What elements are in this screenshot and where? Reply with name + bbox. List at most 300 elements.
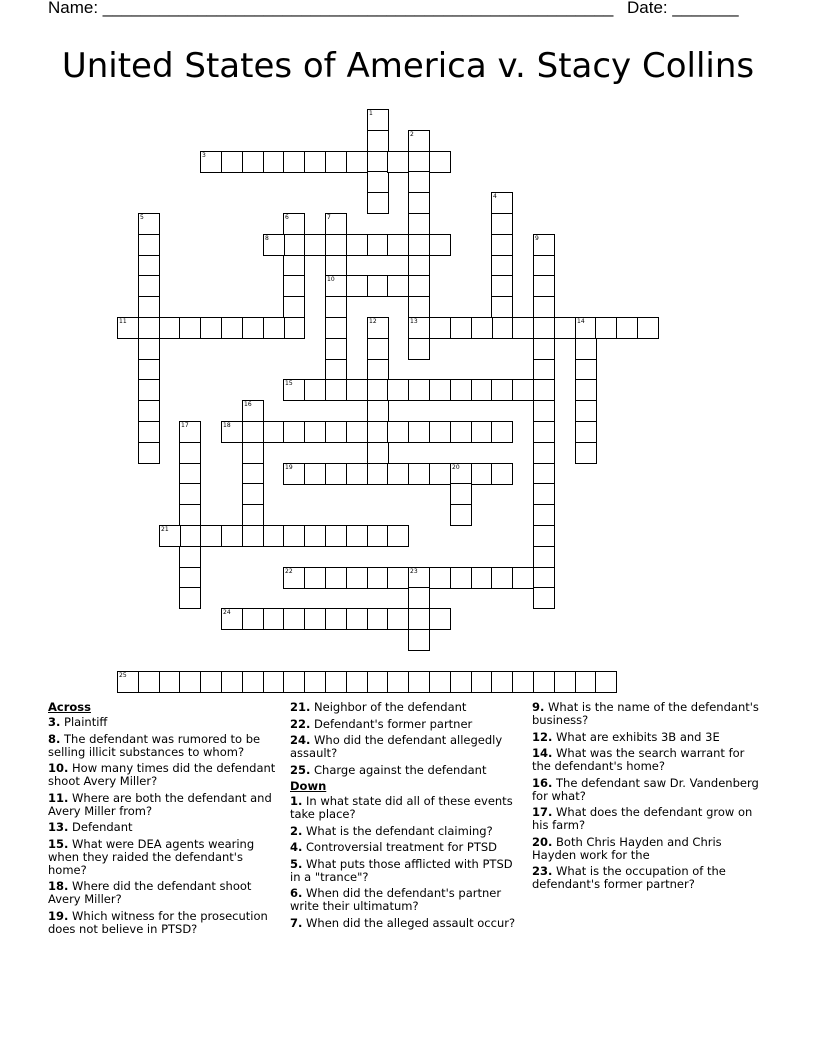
- grid-cell[interactable]: [263, 151, 285, 173]
- grid-cell[interactable]: [283, 213, 305, 235]
- grid-cell[interactable]: [387, 671, 409, 693]
- grid-cell[interactable]: [491, 317, 513, 339]
- grid-cell[interactable]: [367, 379, 389, 401]
- grid-cell[interactable]: [429, 608, 451, 630]
- grid-cell[interactable]: [491, 275, 513, 297]
- grid-cell[interactable]: [242, 463, 264, 485]
- grid-cell[interactable]: [367, 192, 389, 214]
- grid-cell[interactable]: [387, 275, 409, 297]
- grid-cell[interactable]: [283, 275, 305, 297]
- grid-cell[interactable]: [387, 234, 409, 256]
- grid-cell[interactable]: [138, 317, 160, 339]
- grid-cell[interactable]: [595, 671, 617, 693]
- grid-cell[interactable]: [263, 421, 285, 443]
- clue-text: What does the defendant grow on his farm?: [532, 805, 753, 832]
- grid-cell[interactable]: [450, 379, 472, 401]
- clue-label: 17.: [532, 805, 553, 819]
- grid-cell[interactable]: [221, 608, 243, 630]
- grid-cell[interactable]: [533, 442, 555, 464]
- grid-cell[interactable]: [367, 338, 389, 360]
- grid-cell[interactable]: [429, 151, 451, 173]
- grid-cell[interactable]: [263, 234, 285, 256]
- grid-cell[interactable]: [575, 317, 597, 339]
- grid-cell[interactable]: [367, 671, 389, 693]
- grid-cell[interactable]: [367, 234, 389, 256]
- grid-cell[interactable]: [179, 442, 201, 464]
- clue-text: Both Chris Hayden and Chris Hayden work for the: [532, 834, 722, 862]
- grid-cell[interactable]: [179, 567, 201, 589]
- grid-cell[interactable]: [471, 567, 493, 589]
- clue-text: How many times did the defendant shoot Avery Miller?: [48, 761, 276, 788]
- grid-cell[interactable]: [533, 587, 555, 609]
- down-clue: [532, 836, 764, 862]
- grid-cell[interactable]: [138, 442, 160, 464]
- grid-cell[interactable]: [387, 151, 409, 173]
- grid-cell[interactable]: [595, 317, 617, 339]
- clue-text: Plaintiff: [64, 715, 108, 729]
- grid-cell[interactable]: [283, 463, 305, 485]
- down-clue: [290, 841, 524, 854]
- grid-cell[interactable]: [346, 234, 368, 256]
- grid-cell[interactable]: [533, 546, 555, 568]
- grid-cell[interactable]: [325, 213, 347, 235]
- grid-cell[interactable]: [221, 317, 243, 339]
- clue-number: 22: [285, 568, 293, 575]
- grid-cell[interactable]: [408, 151, 430, 173]
- grid-cell[interactable]: [533, 338, 555, 360]
- grid-cell[interactable]: [283, 379, 305, 401]
- grid-cell[interactable]: [408, 567, 430, 589]
- grid-cell[interactable]: [575, 442, 597, 464]
- grid-cell[interactable]: [242, 151, 264, 173]
- grid-cell[interactable]: [408, 587, 430, 609]
- grid-cell[interactable]: [408, 255, 430, 277]
- grid-cell[interactable]: [346, 463, 368, 485]
- grid-cell[interactable]: [575, 338, 597, 360]
- grid-cell[interactable]: [367, 109, 389, 131]
- grid-cell[interactable]: [491, 234, 513, 256]
- grid-cell[interactable]: [408, 338, 430, 360]
- grid-cell[interactable]: [138, 255, 160, 277]
- grid-cell[interactable]: [533, 234, 555, 256]
- clue-text: Who did the defendant allegedly assault?: [290, 733, 503, 760]
- grid-cell[interactable]: [491, 421, 513, 443]
- clue-text: What puts those afflicted with PTSD in a "trance"?: [290, 856, 513, 884]
- clue-number: 8: [265, 235, 269, 242]
- grid-cell[interactable]: [491, 255, 513, 277]
- grid-cell[interactable]: [179, 671, 201, 693]
- grid-cell[interactable]: [491, 379, 513, 401]
- grid-cell[interactable]: [283, 421, 305, 443]
- down-clue: [532, 747, 764, 773]
- clue-label: 8.: [48, 731, 61, 746]
- grid-cell[interactable]: [450, 463, 472, 485]
- grid-cell[interactable]: [450, 483, 472, 505]
- grid-cell[interactable]: [429, 567, 451, 589]
- grid-cell[interactable]: [491, 463, 513, 485]
- grid-cell[interactable]: [138, 671, 160, 693]
- grid-cell[interactable]: [283, 671, 305, 693]
- grid-cell[interactable]: [242, 317, 264, 339]
- across-clue: [48, 733, 280, 759]
- clue-label: 25.: [290, 762, 311, 777]
- grid-cell[interactable]: [138, 296, 160, 318]
- clue-text: Where did the defendant shoot Avery Miller?: [48, 879, 252, 906]
- clue-number: 18: [223, 422, 231, 429]
- grid-cell[interactable]: [367, 442, 389, 464]
- grid-cell[interactable]: [138, 379, 160, 401]
- grid-cell[interactable]: [408, 130, 430, 152]
- grid-cell[interactable]: [117, 671, 139, 693]
- grid-cell[interactable]: [533, 567, 555, 589]
- down-clue: [532, 701, 764, 727]
- grid-cell[interactable]: [554, 317, 576, 339]
- grid-cell[interactable]: [221, 525, 243, 547]
- grid-cell[interactable]: [283, 317, 305, 339]
- grid-cell[interactable]: [367, 463, 389, 485]
- down-clue: [290, 825, 524, 838]
- grid-cell[interactable]: [346, 379, 368, 401]
- grid-cell[interactable]: [450, 421, 472, 443]
- clue-label: 5.: [290, 856, 303, 871]
- across-clue: [48, 910, 280, 936]
- grid-cell[interactable]: [242, 608, 264, 630]
- grid-cell[interactable]: [138, 400, 160, 422]
- clue-number: 23: [410, 568, 418, 575]
- grid-cell[interactable]: [325, 317, 347, 339]
- grid-cell[interactable]: [533, 421, 555, 443]
- grid-cell[interactable]: [242, 504, 264, 526]
- grid-cell[interactable]: [533, 296, 555, 318]
- clue-text: What was the search warrant for the defendant's home?: [532, 746, 745, 773]
- grid-cell[interactable]: [200, 671, 222, 693]
- grid-cell[interactable]: [471, 463, 493, 485]
- clue-text: In what state did all of these events take place?: [290, 794, 513, 821]
- grid-cell[interactable]: [575, 400, 597, 422]
- grid-cell[interactable]: [242, 525, 264, 547]
- grid-cell[interactable]: [346, 567, 368, 589]
- grid-cell[interactable]: [533, 359, 555, 381]
- grid-cell[interactable]: [263, 525, 285, 547]
- clue-label: 9.: [532, 700, 545, 714]
- grid-cell[interactable]: [242, 671, 264, 693]
- grid-cell[interactable]: [138, 359, 160, 381]
- grid-cell[interactable]: [367, 525, 389, 547]
- clue-number: 19: [285, 464, 293, 471]
- grid-cell[interactable]: [491, 671, 513, 693]
- grid-cell[interactable]: [533, 525, 555, 547]
- grid-cell[interactable]: [408, 463, 430, 485]
- grid-cell[interactable]: [408, 192, 430, 214]
- clue-text: Defendant: [72, 820, 133, 834]
- clue-label: 23.: [532, 864, 553, 878]
- clue-text: Charge against the defendant: [314, 762, 487, 777]
- name-field-label: Name: ______________________________________________________: [48, 0, 614, 17]
- grid-cell[interactable]: [429, 234, 451, 256]
- grid-cell[interactable]: [138, 421, 160, 443]
- grid-cell[interactable]: [491, 296, 513, 318]
- clue-label: 13.: [48, 820, 69, 834]
- grid-cell[interactable]: [346, 608, 368, 630]
- grid-cell[interactable]: [533, 400, 555, 422]
- clue-text: What is the name of the defendant's business?: [532, 700, 759, 727]
- grid-cell[interactable]: [179, 546, 201, 568]
- grid-cell[interactable]: [408, 629, 430, 651]
- clue-number: 25: [119, 672, 127, 679]
- grid-cell[interactable]: [471, 421, 493, 443]
- grid-cell[interactable]: [304, 234, 326, 256]
- grid-cell[interactable]: [512, 567, 534, 589]
- grid-cell[interactable]: [533, 463, 555, 485]
- clue-number: 1: [369, 110, 373, 117]
- down-clue: [532, 731, 764, 744]
- grid-cell[interactable]: [408, 379, 430, 401]
- grid-cell[interactable]: [429, 421, 451, 443]
- grid-cell[interactable]: [471, 379, 493, 401]
- clue-text: The defendant was rumored to be selling illicit substances to whom?: [48, 731, 261, 759]
- clue-text: What is the defendant claiming?: [306, 823, 493, 838]
- clue-label: 1.: [290, 794, 303, 808]
- grid-cell[interactable]: [367, 359, 389, 381]
- clue-number: 5: [140, 214, 144, 221]
- grid-cell[interactable]: [387, 421, 409, 443]
- grid-cell[interactable]: [408, 296, 430, 318]
- clue-label: 19.: [48, 908, 69, 923]
- grid-cell[interactable]: [283, 296, 305, 318]
- grid-cell[interactable]: [263, 608, 285, 630]
- grid-cell[interactable]: [283, 234, 305, 256]
- grid-cell[interactable]: [429, 379, 451, 401]
- clue-number: 21: [161, 526, 169, 533]
- grid-cell[interactable]: [117, 317, 139, 339]
- across-clue: [48, 821, 280, 834]
- grid-cell[interactable]: [450, 317, 472, 339]
- grid-cell[interactable]: [263, 317, 285, 339]
- grid-cell[interactable]: [387, 379, 409, 401]
- grid-cell[interactable]: [159, 525, 181, 547]
- grid-cell[interactable]: [491, 567, 513, 589]
- grid-cell[interactable]: [200, 525, 222, 547]
- grid-cell[interactable]: [408, 275, 430, 297]
- grid-cell[interactable]: [325, 379, 347, 401]
- grid-cell[interactable]: [367, 421, 389, 443]
- grid-cell[interactable]: [325, 421, 347, 443]
- grid-cell[interactable]: [159, 317, 181, 339]
- grid-cell[interactable]: [325, 671, 347, 693]
- clue-text: When did the defendant's partner write their ultimatum?: [290, 886, 502, 913]
- grid-cell[interactable]: [304, 421, 326, 443]
- grid-cell[interactable]: [138, 275, 160, 297]
- grid-cell[interactable]: [304, 379, 326, 401]
- grid-cell[interactable]: [138, 338, 160, 360]
- grid-cell[interactable]: [325, 255, 347, 277]
- clue-label: 15.: [48, 836, 69, 851]
- grid-cell[interactable]: [512, 317, 534, 339]
- grid-cell[interactable]: [408, 234, 430, 256]
- grid-cell[interactable]: [221, 671, 243, 693]
- clue-number: 24: [223, 609, 231, 616]
- grid-cell[interactable]: [325, 234, 347, 256]
- grid-cell[interactable]: [159, 671, 181, 693]
- clue-number: 7: [327, 214, 331, 221]
- clue-text: Where are both the defendant and Avery Miller from?: [48, 790, 272, 818]
- grid-cell[interactable]: [429, 463, 451, 485]
- grid-cell[interactable]: [179, 421, 201, 443]
- clue-number: 4: [493, 193, 497, 200]
- grid-cell[interactable]: [304, 151, 326, 173]
- grid-cell[interactable]: [346, 525, 368, 547]
- grid-cell[interactable]: [367, 171, 389, 193]
- clue-label: 7.: [290, 915, 303, 930]
- down-clue: [532, 806, 764, 832]
- grid-cell[interactable]: [575, 359, 597, 381]
- grid-cell[interactable]: [387, 608, 409, 630]
- across-clue: [48, 880, 280, 906]
- down-clue: [290, 795, 524, 821]
- down-clue: [290, 887, 524, 913]
- grid-cell[interactable]: [533, 504, 555, 526]
- grid-cell[interactable]: [533, 379, 555, 401]
- clue-text: Defendant's former partner: [314, 716, 473, 731]
- grid-cell[interactable]: [283, 525, 305, 547]
- grid-cell[interactable]: [491, 192, 513, 214]
- grid-cell[interactable]: [283, 608, 305, 630]
- grid-cell[interactable]: [471, 671, 493, 693]
- grid-cell[interactable]: [179, 483, 201, 505]
- grid-cell[interactable]: [367, 275, 389, 297]
- grid-cell[interactable]: [575, 671, 597, 693]
- clue-number: 13: [410, 318, 418, 325]
- grid-cell[interactable]: [263, 671, 285, 693]
- grid-cell[interactable]: [179, 463, 201, 485]
- clue-label: 12.: [532, 729, 553, 744]
- down-clue: [290, 917, 524, 930]
- grid-cell[interactable]: [408, 171, 430, 193]
- across-clue: [290, 701, 524, 714]
- grid-cell[interactable]: [387, 525, 409, 547]
- grid-cell[interactable]: [367, 317, 389, 339]
- grid-cell[interactable]: [616, 317, 638, 339]
- grid-cell[interactable]: [429, 671, 451, 693]
- clue-number: 20: [452, 464, 460, 471]
- clue-label: 21.: [290, 700, 311, 714]
- grid-cell[interactable]: [346, 671, 368, 693]
- grid-cell[interactable]: [408, 671, 430, 693]
- grid-cell[interactable]: [408, 213, 430, 235]
- grid-cell[interactable]: [533, 483, 555, 505]
- grid-cell[interactable]: [138, 234, 160, 256]
- grid-cell[interactable]: [367, 608, 389, 630]
- grid-cell[interactable]: [242, 400, 264, 422]
- clue-text: What are exhibits 3B and 3E: [556, 729, 720, 744]
- grid-cell[interactable]: [325, 525, 347, 547]
- grid-cell[interactable]: [554, 671, 576, 693]
- grid-cell[interactable]: [325, 151, 347, 173]
- across-clue: [290, 718, 524, 731]
- grid-cell[interactable]: [346, 275, 368, 297]
- clue-number: 17: [181, 422, 189, 429]
- grid-cell[interactable]: [367, 130, 389, 152]
- grid-cell[interactable]: [450, 671, 472, 693]
- grid-cell[interactable]: [242, 442, 264, 464]
- grid-cell[interactable]: [200, 151, 222, 173]
- grid-cell[interactable]: [325, 275, 347, 297]
- grid-cell[interactable]: [512, 379, 534, 401]
- clues-column-1: [48, 701, 280, 939]
- grid-cell[interactable]: [304, 567, 326, 589]
- grid-cell[interactable]: [387, 463, 409, 485]
- clue-number: 14: [577, 318, 585, 325]
- clue-number: 15: [285, 380, 293, 387]
- grid-cell[interactable]: [304, 608, 326, 630]
- grid-cell[interactable]: [637, 317, 659, 339]
- clue-number: 11: [119, 318, 127, 325]
- grid-cell[interactable]: [179, 587, 201, 609]
- grid-cell[interactable]: [179, 317, 201, 339]
- down-clue: [532, 777, 764, 803]
- grid-cell[interactable]: [221, 151, 243, 173]
- grid-cell[interactable]: [325, 296, 347, 318]
- across-clue: [48, 838, 280, 877]
- grid-cell[interactable]: [471, 317, 493, 339]
- grid-cell[interactable]: [491, 213, 513, 235]
- grid-cell[interactable]: [325, 338, 347, 360]
- grid-cell[interactable]: [533, 317, 555, 339]
- grid-cell[interactable]: [325, 567, 347, 589]
- grid-cell[interactable]: [575, 421, 597, 443]
- down-clue: [532, 865, 764, 891]
- grid-cell[interactable]: [408, 317, 430, 339]
- grid-cell[interactable]: [304, 525, 326, 547]
- grid-cell[interactable]: [200, 317, 222, 339]
- grid-cell[interactable]: [138, 213, 160, 235]
- grid-cell[interactable]: [533, 255, 555, 277]
- grid-cell[interactable]: [408, 608, 430, 630]
- grid-cell[interactable]: [325, 359, 347, 381]
- grid-cell[interactable]: [575, 379, 597, 401]
- grid-cell[interactable]: [533, 275, 555, 297]
- grid-cell[interactable]: [179, 504, 201, 526]
- clue-number: 2: [410, 131, 414, 138]
- grid-cell[interactable]: [367, 151, 389, 173]
- grid-cell[interactable]: [429, 317, 451, 339]
- grid-cell[interactable]: [367, 567, 389, 589]
- grid-cell[interactable]: [283, 255, 305, 277]
- grid-cell[interactable]: [450, 567, 472, 589]
- grid-cell[interactable]: [367, 400, 389, 422]
- grid-cell[interactable]: [512, 671, 534, 693]
- clue-label: 11.: [48, 790, 69, 805]
- grid-cell[interactable]: [325, 463, 347, 485]
- grid-cell[interactable]: [387, 567, 409, 589]
- grid-cell[interactable]: [179, 525, 201, 547]
- grid-cell[interactable]: [346, 151, 368, 173]
- clue-number: 16: [244, 401, 252, 408]
- grid-cell[interactable]: [450, 504, 472, 526]
- clue-label: 14.: [532, 746, 553, 760]
- grid-cell[interactable]: [304, 671, 326, 693]
- grid-cell[interactable]: [242, 421, 264, 443]
- grid-cell[interactable]: [408, 421, 430, 443]
- grid-cell[interactable]: [283, 567, 305, 589]
- grid-cell[interactable]: [304, 463, 326, 485]
- grid-cell[interactable]: [221, 421, 243, 443]
- grid-cell[interactable]: [533, 671, 555, 693]
- grid-cell[interactable]: [242, 483, 264, 505]
- grid-cell[interactable]: [346, 421, 368, 443]
- grid-cell[interactable]: [283, 151, 305, 173]
- grid-cell[interactable]: [325, 608, 347, 630]
